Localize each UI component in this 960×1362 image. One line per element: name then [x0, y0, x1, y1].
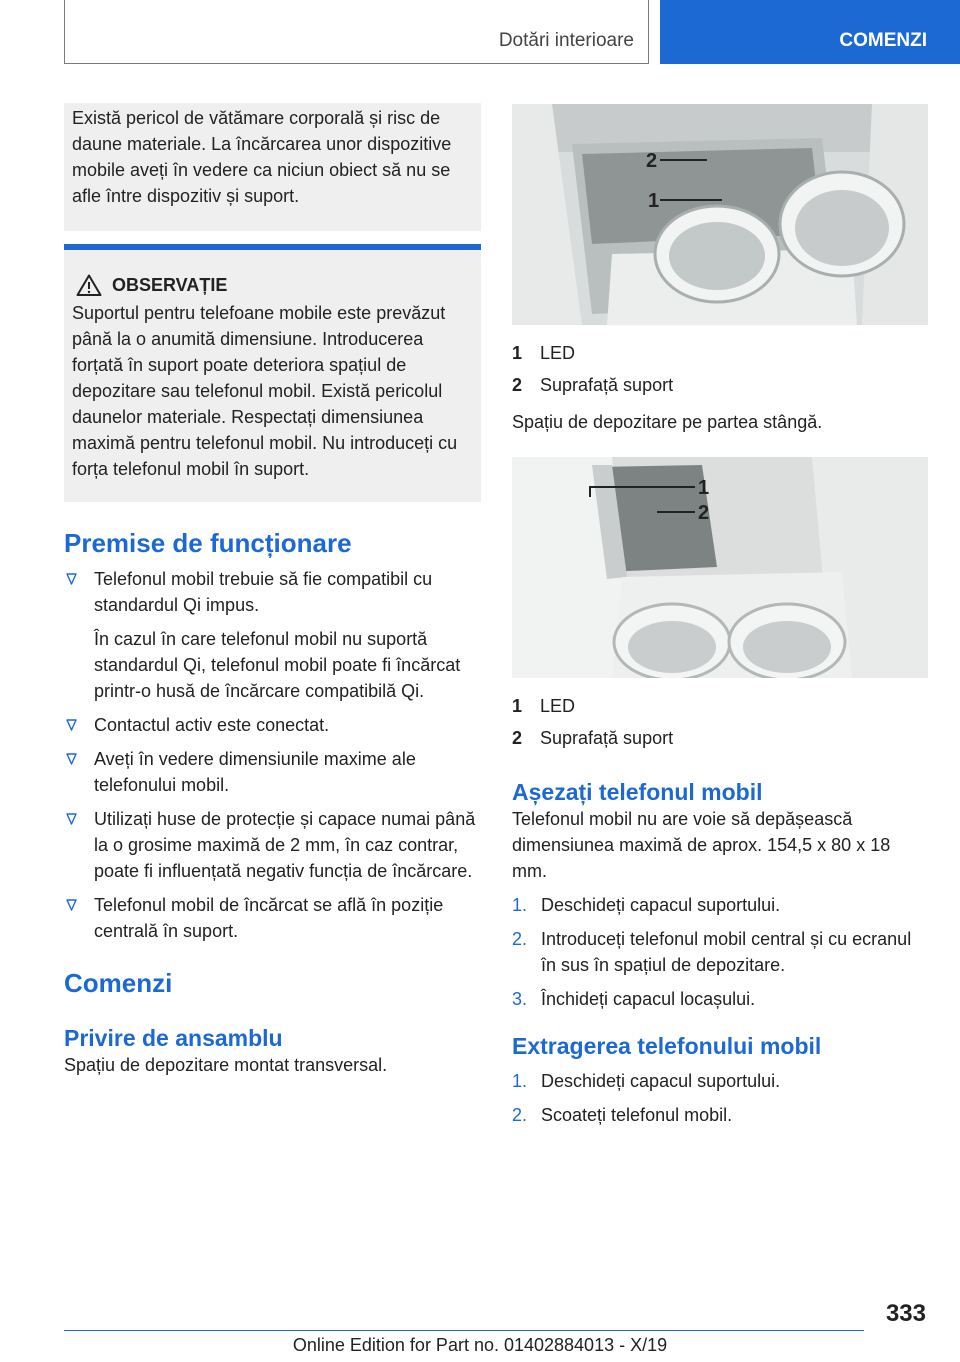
header-section-title: Dotări interioare — [498, 30, 634, 51]
figure1-legend — [512, 337, 928, 401]
step-number: 2. — [512, 1105, 528, 1125]
header-chapter-title: COMENZI — [839, 30, 927, 51]
header-chapter-tab — [660, 0, 960, 64]
figure1-caption: Spațiu de depozitare pe partea stângă. — [512, 412, 823, 432]
notice-box — [64, 244, 481, 502]
warning-triangle-icon — [76, 274, 102, 296]
triangle-bullet-icon — [66, 573, 77, 585]
list-item — [64, 566, 481, 704]
page-number: 333 — [885, 1300, 926, 1327]
legend-row — [512, 690, 928, 722]
legend-row — [512, 722, 928, 754]
callout-2: 2 — [698, 502, 710, 524]
header-section-tab — [64, 0, 649, 64]
list-item-text: Contactul activ este conectat. — [94, 715, 330, 735]
triangle-bullet-icon — [66, 813, 77, 825]
figure2-legend — [512, 690, 928, 754]
list-item-subtext: În cazul în care telefonul mobil nu suportă standardul Qi, telefonul mobil poate fi încărcat printr-o husă de încărcare compatibilă Qi. — [94, 629, 461, 701]
step-item — [512, 1068, 928, 1094]
notice-text: Suportul pentru telefoane mobile este prevăzut până la o anumită dimensiune. Introducerea forțată în suport poate deteriora spațiul de depozitare sau telefonul mobil. Există pericolul daunelor materiale. Respectați dimensiunea maximă pentru telefonul mobil. Nu introduceți cu forța telefonul mobil în suport. — [72, 303, 458, 479]
step-text: Deschideți capacul suportului. — [541, 1071, 781, 1091]
triangle-bullet-icon — [66, 719, 77, 731]
step-text: Scoateți telefonul mobil. — [541, 1105, 733, 1125]
legend-number: 2 — [512, 375, 523, 395]
notice-header — [72, 272, 473, 298]
step-text: Deschideți capacul suportului. — [541, 895, 781, 915]
storage-photo-left — [512, 457, 928, 678]
right-column — [512, 104, 928, 1136]
remove-phone-heading: Extragerea telefonului mobil — [512, 1033, 822, 1059]
list-item — [64, 712, 481, 738]
list-item-text: Utilizați huse de protecție și capace numai până la o grosime maximă de 2 mm, în caz contrar, poate fi influențată negativ funcția de încărcare. — [94, 809, 476, 881]
callout-2: 2 — [646, 150, 658, 172]
step-number: 2. — [512, 929, 528, 949]
legend-number: 2 — [512, 728, 523, 748]
triangle-bullet-icon — [66, 899, 77, 911]
overview-text: Spațiu de depozitare montat transversal. — [64, 1055, 388, 1075]
list-item-text: Telefonul mobil trebuie să fie compatibil cu standardul Qi impus. — [94, 569, 433, 615]
legend-row — [512, 369, 928, 401]
list-item — [64, 746, 481, 798]
callout-1: 1 — [698, 477, 710, 499]
warning-text: Există pericol de vătămare corporală și risc de daune materiale. La încărcarea unor dispozitive mobile aveți în vedere ca niciun obiect să nu se afle între dispozitiv și suport. — [72, 108, 452, 206]
storage-photo-transverse — [512, 104, 928, 325]
step-item — [512, 986, 928, 1012]
footer-edition: Online Edition for Part no. 01402884013 - X/19 — [292, 1335, 668, 1355]
legend-label: Suprafață suport — [540, 375, 674, 395]
callout-1: 1 — [648, 190, 660, 212]
list-item-text: Telefonul mobil de încărcat se află în poziție centrală în suport. — [94, 895, 444, 941]
step-number: 1. — [512, 895, 528, 915]
list-item — [64, 806, 481, 884]
left-column — [64, 103, 481, 1078]
step-number: 1. — [512, 1071, 528, 1091]
step-item — [512, 892, 928, 918]
remove-phone-steps — [512, 1068, 928, 1128]
warning-box — [64, 103, 481, 231]
legend-label: LED — [540, 696, 576, 716]
footer-divider — [64, 1330, 864, 1331]
overview-heading: Privire de ansamblu — [64, 1025, 283, 1051]
premise-list — [64, 566, 481, 944]
step-number: 3. — [512, 989, 528, 1009]
list-item — [64, 892, 481, 944]
notice-title: OBSERVAȚIE — [112, 275, 228, 295]
comenzi-heading: Comenzi — [64, 968, 173, 998]
step-text: Închideți capacul locașului. — [541, 989, 756, 1009]
legend-label: LED — [540, 343, 576, 363]
place-phone-heading: Așezați telefonul mobil — [512, 779, 763, 805]
step-item — [512, 926, 928, 978]
legend-label: Suprafață suport — [540, 728, 674, 748]
step-text: Introduceți telefonul mobil central și cu ecranul în sus în spațiul de depozitare. — [541, 929, 912, 975]
step-item — [512, 1102, 928, 1128]
list-item-text: Aveți în vedere dimensiunile maxime ale telefonului mobil. — [94, 749, 416, 795]
place-phone-intro: Telefonul mobil nu are voie să depășească dimensiunea maximă de aprox. 154,5 x 80 x 18 mm. — [512, 809, 891, 881]
legend-number: 1 — [512, 343, 523, 363]
place-phone-steps — [512, 892, 928, 1012]
legend-number: 1 — [512, 696, 523, 716]
legend-row — [512, 337, 928, 369]
triangle-bullet-icon — [66, 753, 77, 765]
premise-heading: Premise de funcționare — [64, 528, 352, 558]
